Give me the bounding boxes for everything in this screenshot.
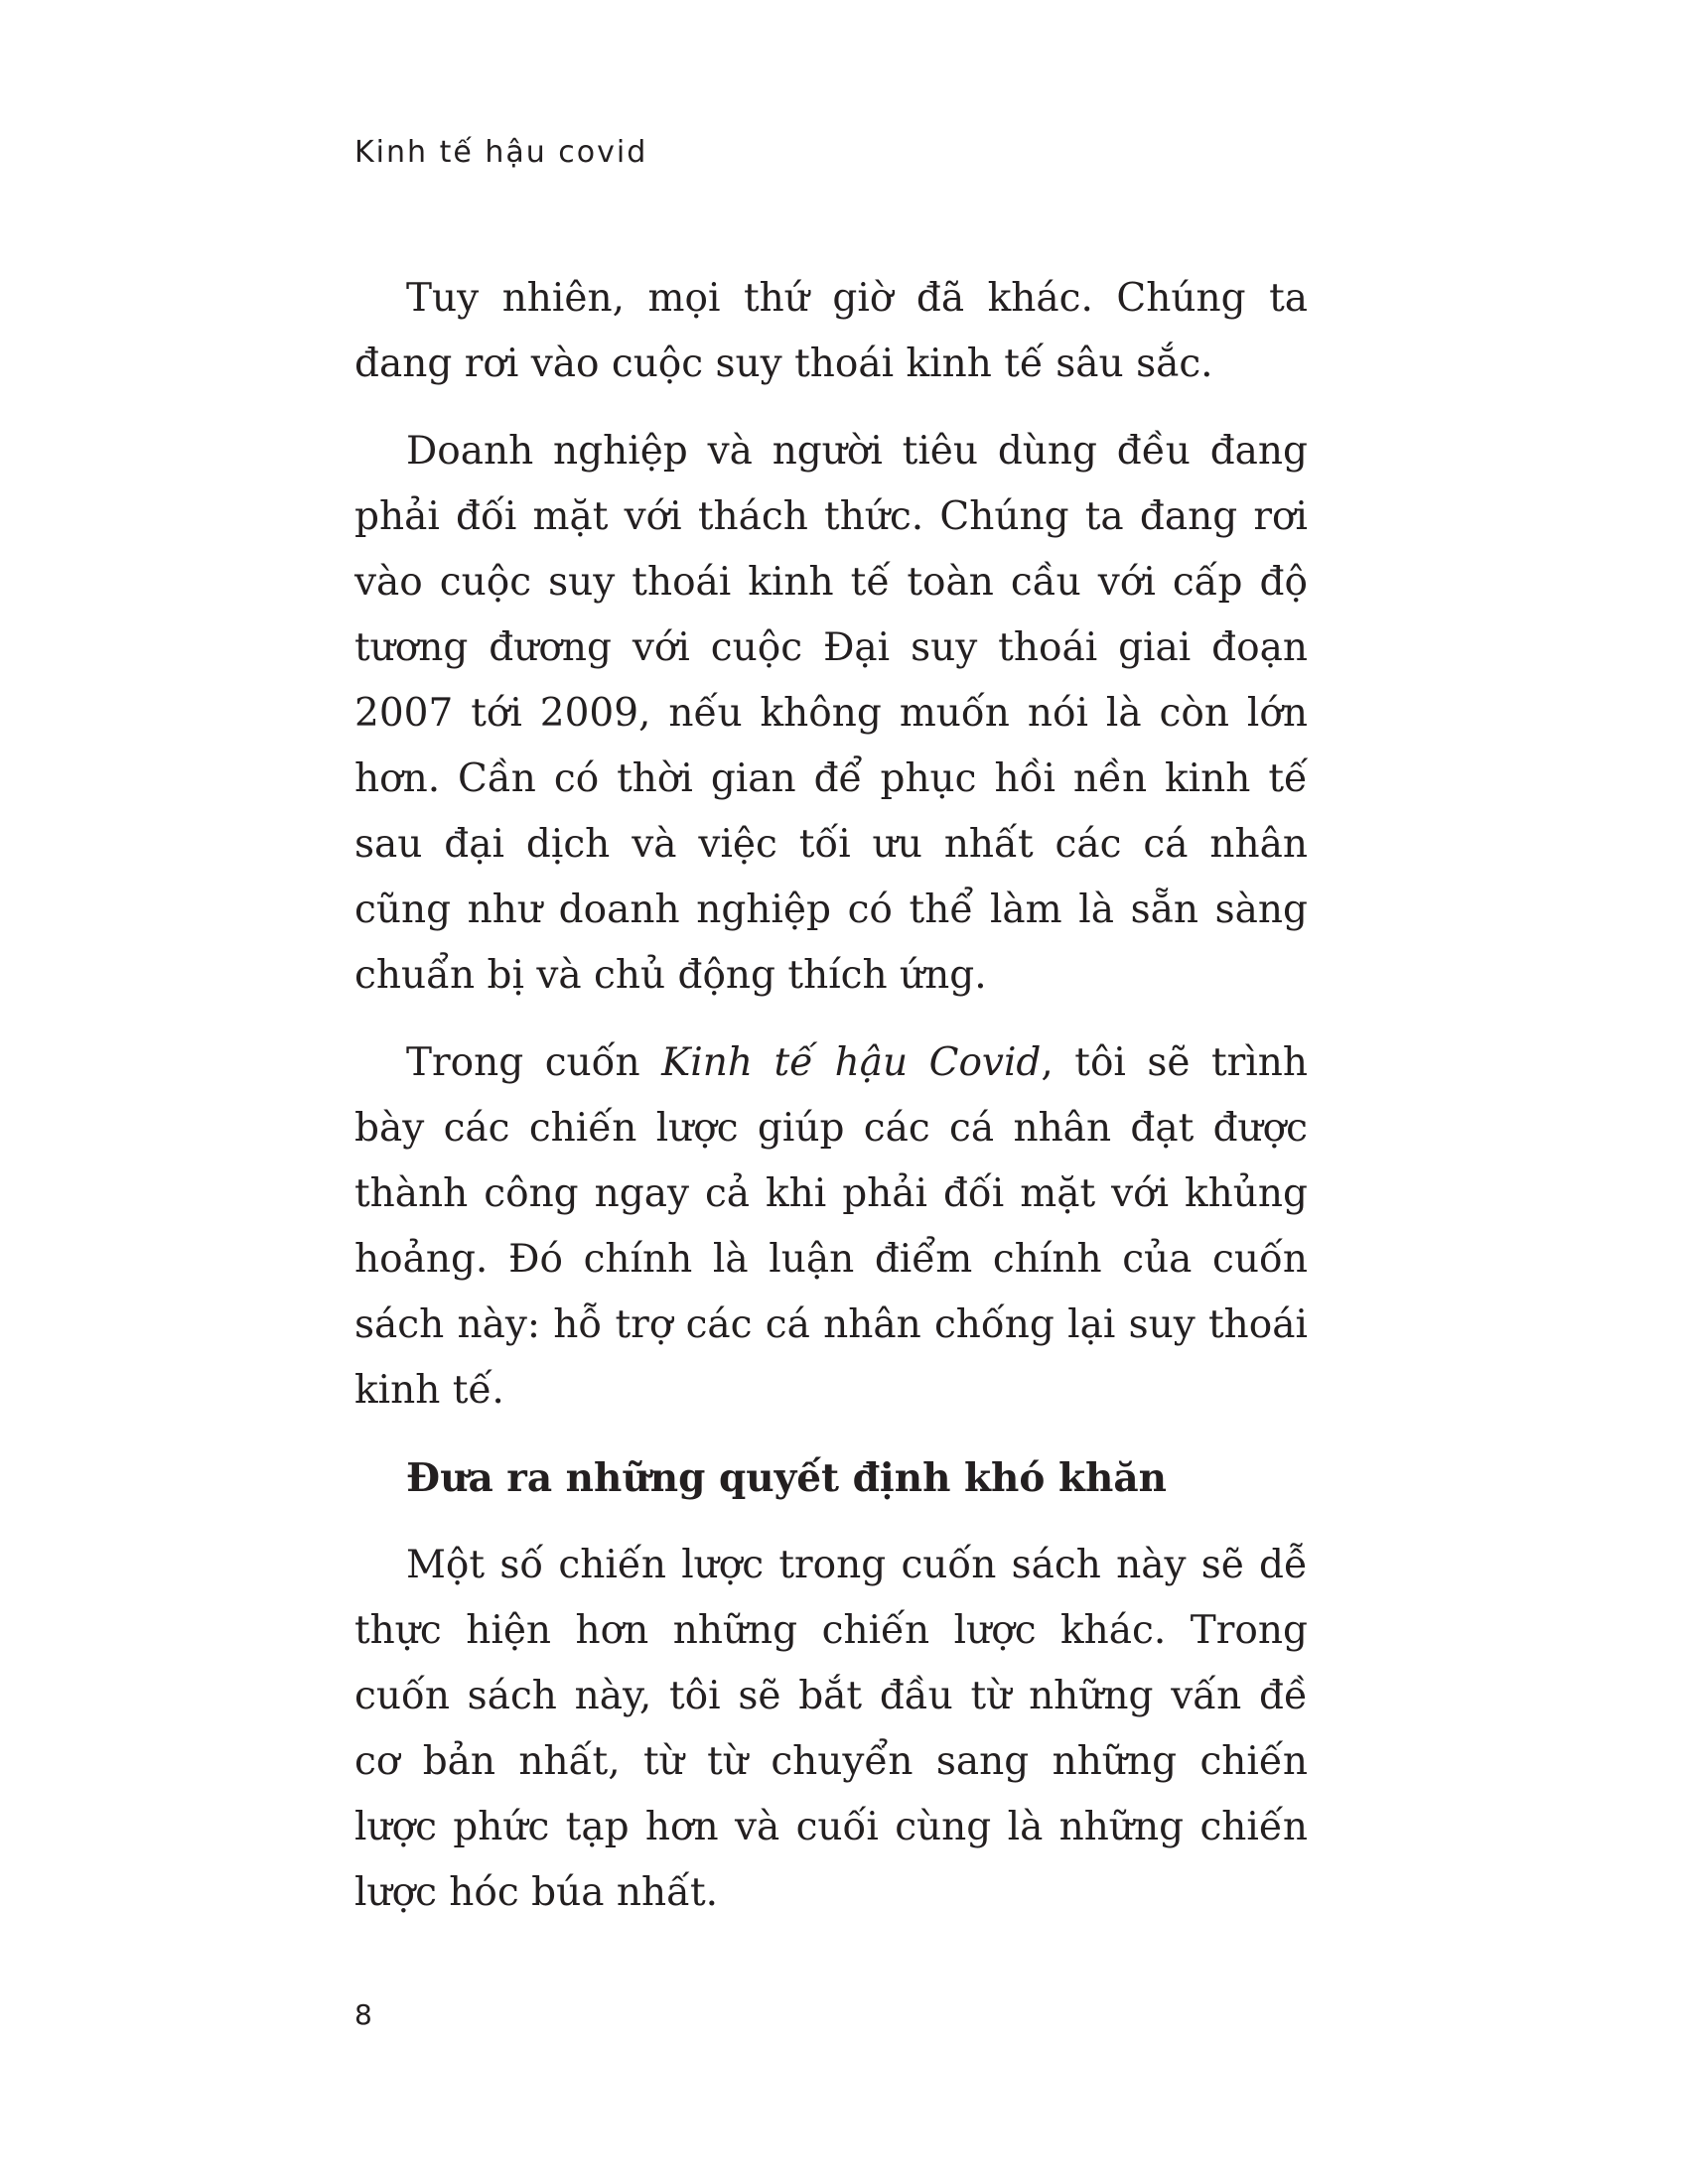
page-number: 8 [354, 1998, 372, 2031]
paragraph-3 [354, 1030, 1308, 1424]
paragraph-1: Tuy nhiên, mọi thứ giờ đã khác. Chúng ta đang rơi vào cuộc suy thoái kinh tế sâu sắc. [354, 276, 1308, 386]
paragraph-3-lead: Trong cuốn [406, 1040, 662, 1085]
body-text [354, 266, 1308, 1948]
paragraph-2: Doanh nghiệp và người tiêu dùng đều đang phải đối mặt với thách thức. Chúng ta đang rơi vào cuộc suy thoái kinh tế toàn cầu với cấp độ tương đương với cuộc Đại suy thoái giai đoạn 2007 tới 2009, nếu không muốn nói là còn lớn hơn. Cần có thời gian để phục hồi nền kinh tế sau đại dịch và việc tối ưu nhất các cá nhân cũng như doanh nghiệp có thể làm là sẵn sàng chuẩn bị và chủ động thích ứng. [354, 429, 1308, 998]
paragraph-3-rest: , tôi sẽ trình bày các chiến lược giúp các cá nhân đạt được thành công ngay cả khi phải đối mặt với khủng hoảng. Đó chính là luận điểm chính của cuốn sách này: hỗ trợ các cá nhân chống lại suy thoái kinh tế. [354, 1040, 1308, 1413]
book-title: Kinh tế hậu Covid [661, 1040, 1042, 1085]
paragraph-4: Một số chiến lược trong cuốn sách này sẽ dễ thực hiện hơn những chiến lược khác. Trong cuốn sách này, tôi sẽ bắt đầu từ những vấn đề cơ bản nhất, từ từ chuyển sang những chiến lược phức tạp hơn và cuối cùng là những chiến lược hóc búa nhất. [354, 1543, 1308, 1915]
running-header: Kinh tế hậu covid [354, 135, 648, 170]
section-heading: Đưa ra những quyết định khó khăn [406, 1455, 1167, 1501]
